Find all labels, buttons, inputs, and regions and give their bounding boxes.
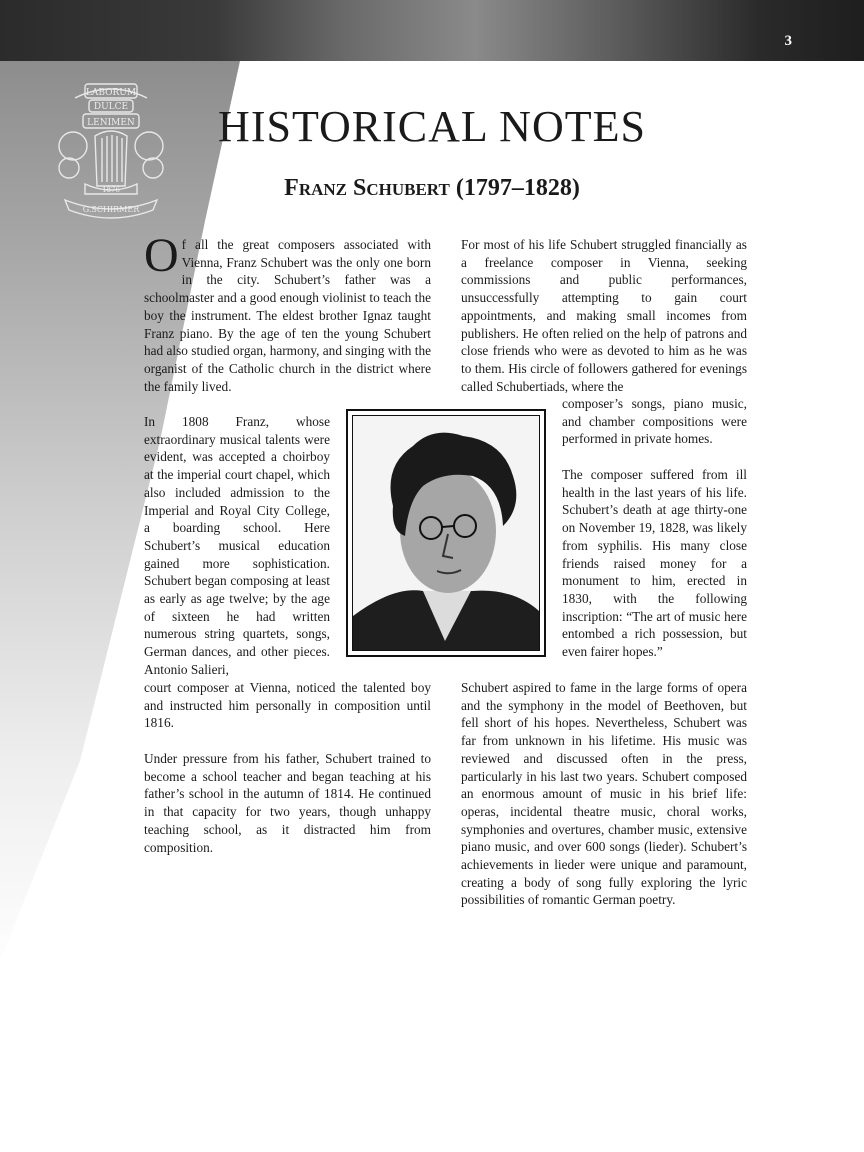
- left-paragraph-1: Of all the great composers associated with Vienna, Franz Schubert was the only one born in the city. Schubert’s father was a schoolmaster and a good enough violinist to teach the boy the instrument. The eldest brother Ignaz taught Franz piano. By the age of ten the young Schubert had also studied organ, harmony, and singing with the organist of the Catholic church in the district where the family lived.: [144, 229, 431, 394]
- right-paragraph-1-full: For most of his life Schubert struggled financially as a freelance composer in Vienna, seeking commissions and public performances, unsuccessfully attempting to gain court appointments, and making small incomes from publishers. He often relied on the help of patrons and close friends who were as devoted to him as he was to them. His circle of followers gathered for evenings called Schubertiads, where the: [461, 237, 747, 394]
- schubert-portrait: [353, 416, 539, 650]
- left-paragraph-2-wrap: In 1808 Franz, whose extraordinary musical talents were evident, was accepted a choirboy at the imperial court chapel, which also included admission to the Imperial and Royal City College, a boarding school. Here Schubert’s musical education gained more sophistication. Schubert began composing at least as early as age twelve; by the age of sixteen he had written numerous string quartets, songs, German dances, and other pieces. Antonio Salieri,: [144, 414, 330, 677]
- seal-motto-line3: LENIMEN: [87, 118, 135, 128]
- page-number: 3: [784, 33, 792, 49]
- schubert-portrait-frame: [346, 409, 546, 657]
- seal-motto-line1: LABORUM: [85, 88, 137, 98]
- right-paragraph-1-wrap: composer’s songs, piano music, and chamber compositions were performed in private homes.: [562, 396, 747, 447]
- header-band: [0, 0, 864, 61]
- right-paragraph-3: Schubert aspired to fame in the large forms of opera and the symphony in the model of Beethoven, but fell short of his hopes. Nevertheless, Schubert was far from unknown in his lifetime. His music was reviewed and discussed often in the press, particularly in his last two years. Schubert composed an enormous amount of music in his brief life: operas, incidental theatre music, choral works, symphonies and overtures, chamber music, extensive piano music, and over 600 songs (lieder). Schubert’s achievements in lieder were unique and paramount, creating a body of song fully exploring the lyric possibilities of romantic German poetry.: [461, 680, 747, 908]
- left-paragraph-2-full: court composer at Vienna, noticed the talented boy and instructed him personally in composition until 1816.: [144, 680, 431, 731]
- seal-year: 1876: [102, 186, 120, 194]
- right-paragraph-2: The composer suffered from ill health in the last years of his life. Schubert’s death at age thirty-one on November 19, 1828, was likely from syphilis. His many close friends raised money for a monument to him, erected in 1830, with the following inscription: “The art of music here entombed a rich possession, but even fairer hopes.”: [562, 467, 747, 660]
- article-subtitle: Franz Schubert (1797–1828): [284, 175, 580, 201]
- drop-cap: O: [144, 229, 179, 282]
- page-title: HISTORICAL NOTES: [218, 102, 646, 151]
- seal-publisher: G.SCHIRMER: [82, 205, 140, 214]
- left-paragraph-3: Under pressure from his father, Schubert trained to become a school teacher and began teaching at his father’s school in the autumn of 1814. He continued in that capacity for two years, though unhappy teaching school, as it distracted him from composition.: [144, 751, 431, 855]
- seal-motto-line2: DULCE: [93, 102, 129, 112]
